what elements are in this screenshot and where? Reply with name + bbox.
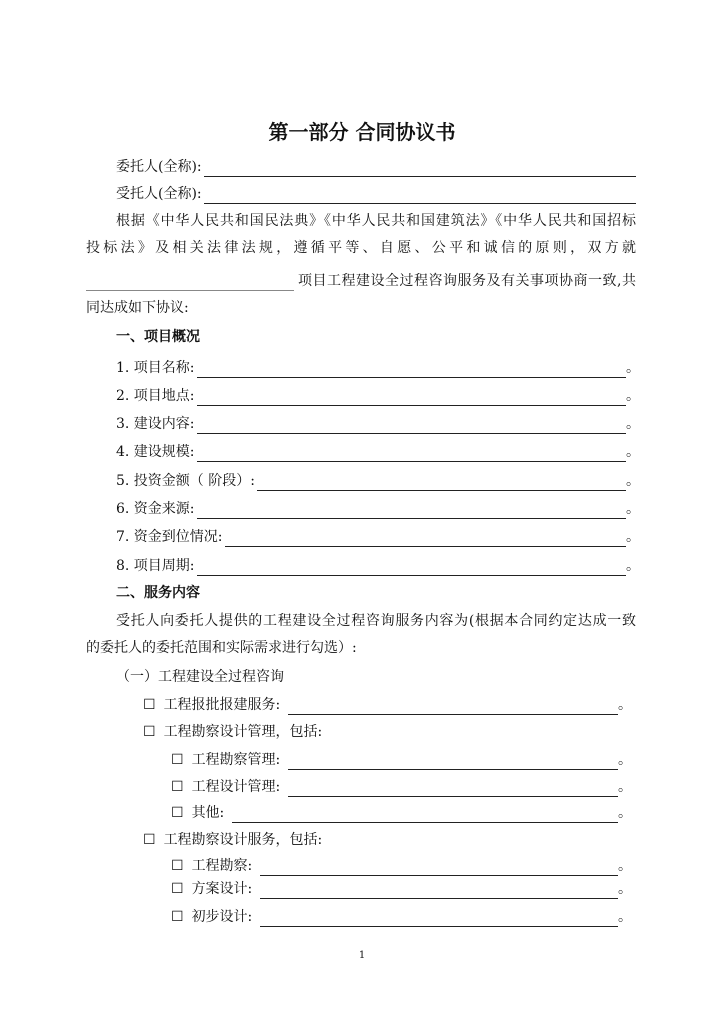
client-label: 委托人(全称): xyxy=(116,159,202,175)
client-field xyxy=(116,157,636,177)
service-option xyxy=(171,907,632,927)
service-option-blank[interactable] xyxy=(260,883,618,899)
service-option xyxy=(171,777,632,797)
project-item-blank[interactable] xyxy=(257,475,626,491)
project-item-label: 1. 项目名称: xyxy=(116,360,195,376)
checkbox[interactable]: ☐ xyxy=(143,832,156,848)
checkbox[interactable]: ☐ xyxy=(171,909,184,925)
page-title: 第一部分 合同协议书 xyxy=(268,120,456,144)
service-option-label: 其他: xyxy=(191,805,225,821)
period: 。 xyxy=(626,360,640,376)
project-item-blank[interactable] xyxy=(197,560,626,576)
client-blank[interactable] xyxy=(204,161,636,177)
checkbox[interactable]: ☐ xyxy=(143,724,156,740)
project-item-label: 3. 建设内容: xyxy=(116,416,195,432)
period: 。 xyxy=(618,752,632,768)
checkbox[interactable]: ☐ xyxy=(171,858,184,874)
period: 。 xyxy=(618,697,632,713)
consultant-field xyxy=(116,184,636,204)
period: 。 xyxy=(618,805,632,821)
intro-text-4: 同达成如下协议: xyxy=(86,300,189,316)
project-item xyxy=(116,414,640,434)
checkbox[interactable]: ☐ xyxy=(171,805,184,821)
project-item-label: 7. 资金到位情况: xyxy=(116,529,223,545)
consultant-label: 受托人(全称): xyxy=(116,186,202,202)
service-option-blank[interactable] xyxy=(232,807,618,823)
intro-line-2 xyxy=(86,238,636,258)
project-item-label: 8. 项目周期: xyxy=(116,558,195,574)
service-option xyxy=(143,722,628,742)
service-option-label: 工程报批报建服务: xyxy=(163,697,281,713)
period: 。 xyxy=(626,473,640,489)
project-item-label: 6. 资金来源: xyxy=(116,501,195,517)
period: 。 xyxy=(626,558,640,574)
service-option-blank[interactable] xyxy=(288,754,618,770)
project-item-blank[interactable] xyxy=(197,362,626,378)
service-option-label: 工程勘察管理: xyxy=(191,752,281,768)
project-item-label: 2. 项目地点: xyxy=(116,388,195,404)
intro-line-3 xyxy=(86,271,636,291)
intro-text-2: 投标法》及相关法律法规，遵循平等、自愿、公平和诚信的原则，双方就 xyxy=(86,240,636,256)
service-option-label: 工程勘察设计服务，包括: xyxy=(163,832,323,848)
project-item-blank[interactable] xyxy=(197,390,626,406)
period: 。 xyxy=(626,529,640,545)
project-item xyxy=(116,499,640,519)
service-option-label: 初步设计: xyxy=(191,909,253,925)
section2-para-1 xyxy=(116,611,636,631)
consultant-blank[interactable] xyxy=(204,188,636,204)
period: 。 xyxy=(618,909,632,925)
intro-line-1 xyxy=(116,211,636,231)
service-option-label: 工程设计管理: xyxy=(191,779,281,795)
project-item xyxy=(116,471,640,491)
service-option-blank[interactable] xyxy=(260,911,618,927)
checkbox[interactable]: ☐ xyxy=(171,752,184,768)
service-option xyxy=(143,830,628,850)
checkbox[interactable]: ☐ xyxy=(171,779,184,795)
section2-para-2: 的委托人的委托范围和实际需求进行勾选）: xyxy=(86,640,357,656)
project-item-label: 4. 建设规模: xyxy=(116,444,195,460)
project-item xyxy=(116,442,640,462)
period: 。 xyxy=(626,501,640,517)
period: 。 xyxy=(626,416,640,432)
period: 。 xyxy=(618,858,632,874)
period: 。 xyxy=(626,388,640,404)
service-option-blank[interactable] xyxy=(288,699,618,715)
project-item xyxy=(116,386,640,406)
intro-text-3: 项目工程建设全过程咨询服务及有关事项协商一致,共 xyxy=(298,273,636,289)
checkbox[interactable]: ☐ xyxy=(143,697,156,713)
service-option-label: 工程勘察: xyxy=(191,858,253,874)
service-option-label: 方案设计: xyxy=(191,881,253,897)
section2-text-1: 受托人向委托人提供的工程建设全过程咨询服务内容为(根据本合同约定达成一致 xyxy=(116,613,636,629)
project-item xyxy=(116,556,640,576)
project-item-blank[interactable] xyxy=(197,503,626,519)
project-item-label: 5. 投资金额（ 阶段）: xyxy=(116,473,255,489)
period: 。 xyxy=(626,444,640,460)
service-option xyxy=(171,856,632,876)
project-item-blank[interactable] xyxy=(197,418,626,434)
subsection-heading: （一）工程建设全过程咨询 xyxy=(116,669,284,685)
service-option-blank[interactable] xyxy=(260,860,618,876)
service-option-blank[interactable] xyxy=(288,781,618,797)
period: 。 xyxy=(618,779,632,795)
period: 。 xyxy=(618,881,632,897)
section1-heading: 一、项目概况 xyxy=(116,329,200,345)
page-number: 1 xyxy=(358,950,366,961)
project-item-blank[interactable] xyxy=(197,446,626,462)
service-option xyxy=(171,879,632,899)
service-option-label: 工程勘察设计管理，包括: xyxy=(163,724,323,740)
project-item xyxy=(116,358,640,378)
checkbox[interactable]: ☐ xyxy=(171,881,184,897)
project-item-blank[interactable] xyxy=(225,531,626,547)
service-option xyxy=(171,803,632,823)
service-option xyxy=(171,750,632,770)
section2-heading: 二、服务内容 xyxy=(116,585,200,601)
project-name-blank[interactable] xyxy=(86,275,294,291)
intro-text-1: 根据《中华人民共和国民法典》《中华人民共和国建筑法》《中华人民共和国招标 xyxy=(116,213,636,229)
service-option xyxy=(143,695,632,715)
project-item xyxy=(116,527,640,547)
